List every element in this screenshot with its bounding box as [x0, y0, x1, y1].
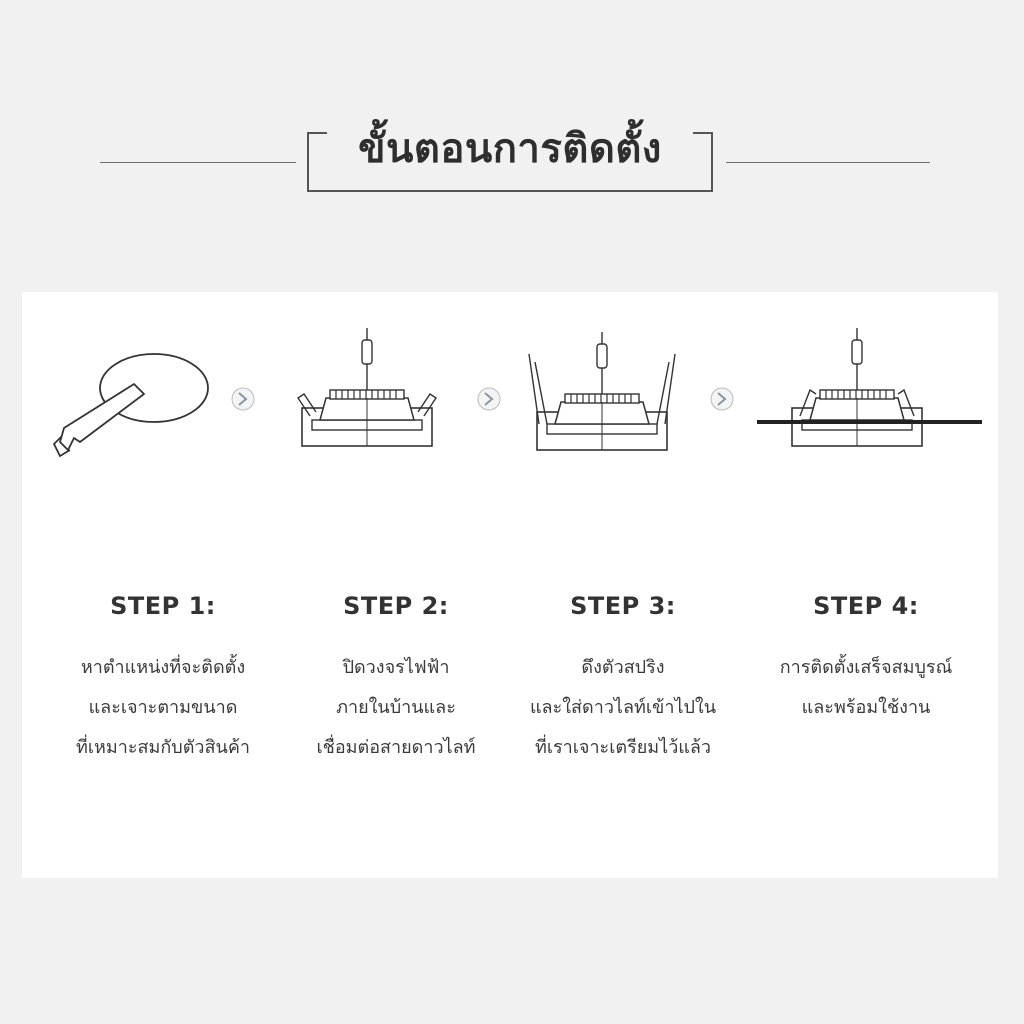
- header-rule-right: [726, 162, 930, 163]
- step-2-line-3: เชื่อมต่อสายดาวไลท์: [316, 737, 476, 758]
- step-4-line-2: และพร้อมใช้งาน: [801, 697, 931, 718]
- step-2-line-1: ปิดวงจรไฟฟ้า: [342, 657, 450, 678]
- step-3-line-2: และใส่ดาวไลท์เข้าไปใน: [529, 697, 717, 718]
- downlight-springs-up-icon: [529, 332, 675, 450]
- downlight-installed-icon: [757, 328, 982, 446]
- cutting-knife-icon: [54, 354, 208, 456]
- chevron-right-icon: [711, 388, 733, 410]
- step-2-title: STEP 2:: [343, 592, 449, 620]
- step-2-line-2: ภายในบ้านและ: [336, 697, 456, 718]
- steps-card: [22, 292, 998, 878]
- step-3-line-1: ดึงตัวสปริง: [581, 657, 665, 678]
- step-3: [503, 592, 743, 768]
- page-title: ขั้นตอนการติดตั้ง: [358, 126, 662, 172]
- step-4: [746, 592, 986, 728]
- step-1: [43, 592, 283, 768]
- step-1-title: STEP 1:: [110, 592, 216, 620]
- downlight-wired-icon: [298, 328, 436, 446]
- header-rule-left: [100, 162, 296, 163]
- chevron-right-icon: [478, 388, 500, 410]
- step-2: [276, 592, 516, 768]
- step-4-title: STEP 4:: [813, 592, 919, 620]
- steps-illustration: [22, 292, 998, 492]
- chevron-right-icon: [232, 388, 254, 410]
- title-frame: [307, 126, 713, 192]
- step-3-title: STEP 3:: [570, 592, 676, 620]
- step-1-line-3: ที่เหมาะสมกับตัวสินค้า: [76, 737, 250, 758]
- step-1-line-2: และเจาะตามขนาด: [88, 697, 238, 718]
- step-1-line-1: หาตำแหน่งที่จะติดตั้ง: [80, 657, 246, 678]
- step-3-line-3: ที่เราเจาะเตรียมไว้แล้ว: [534, 737, 712, 758]
- step-4-line-1: การติดตั้งเสร็จสมบูรณ์: [779, 657, 953, 678]
